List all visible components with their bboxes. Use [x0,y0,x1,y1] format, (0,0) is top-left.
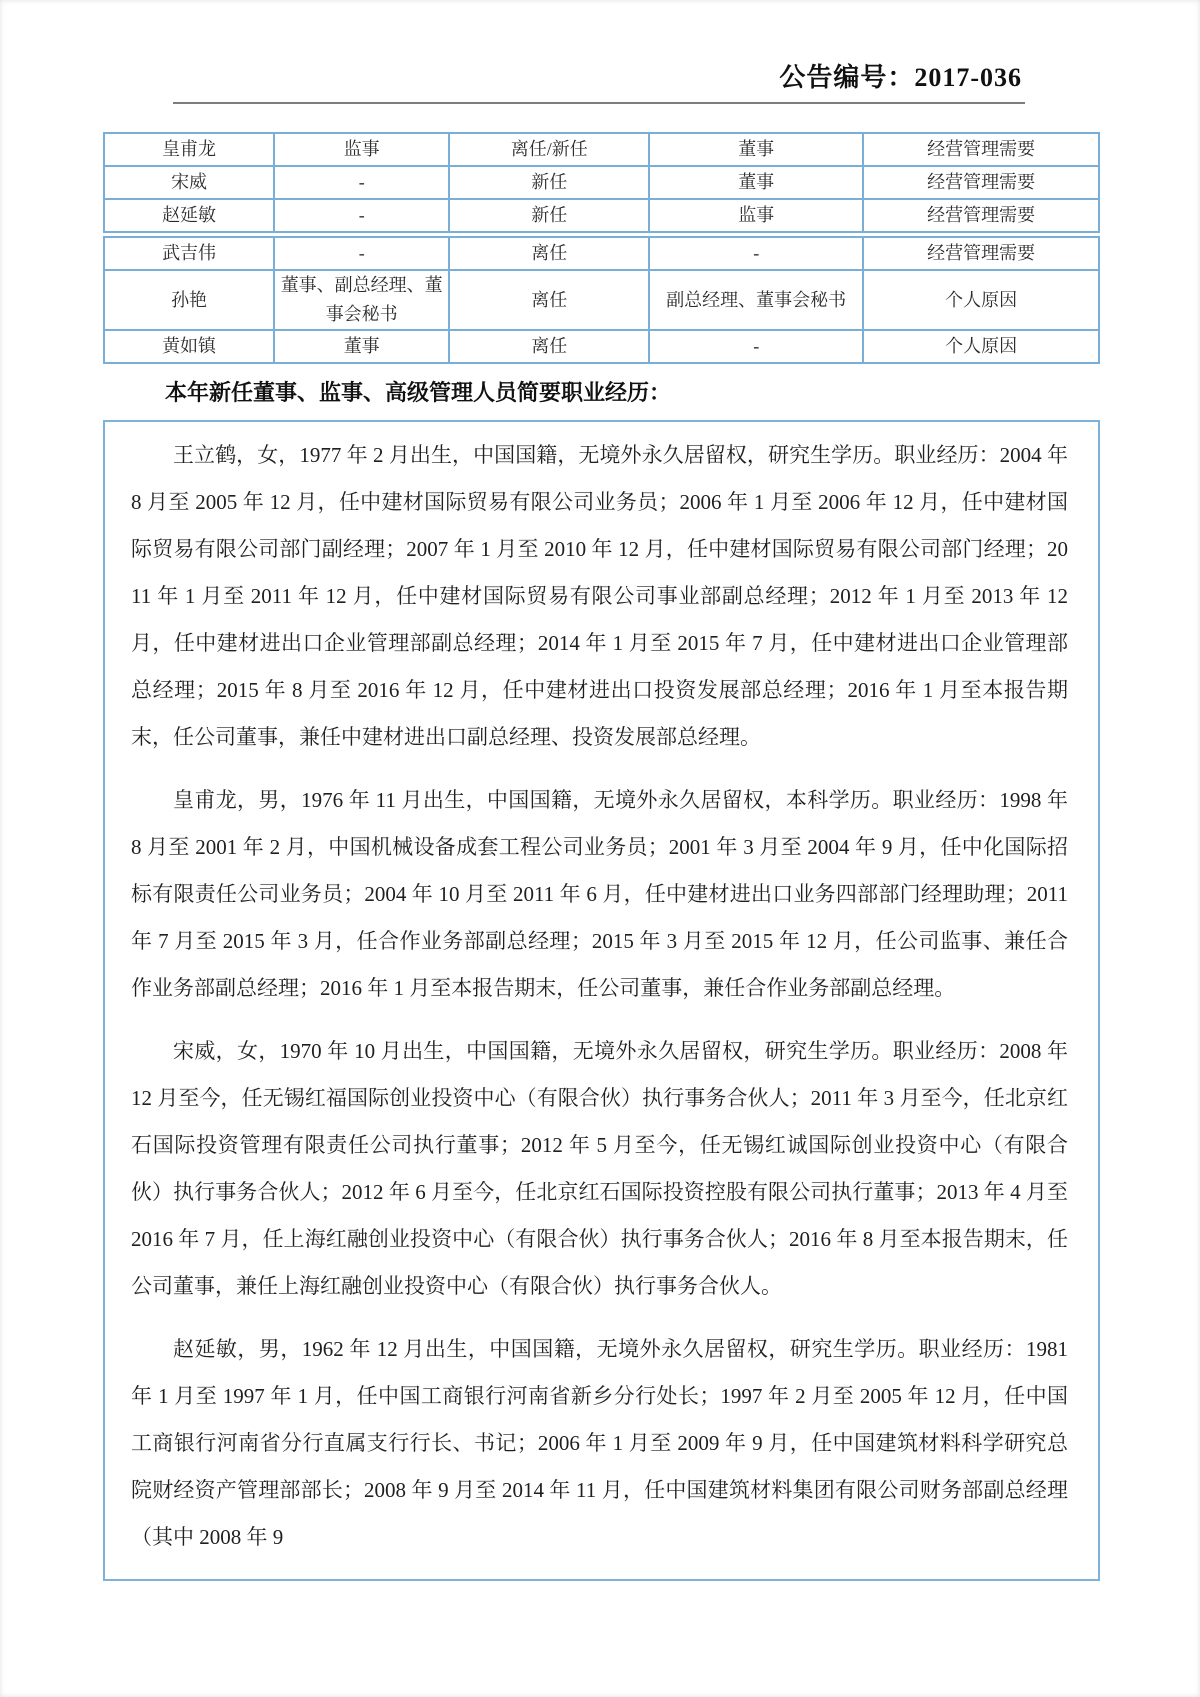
personnel-change-table-upper [103,132,1100,233]
name-cell: 宋威 [104,166,274,199]
personnel-change-table-lower [103,236,1100,364]
reason-cell: 个人原因 [863,330,1099,363]
prev-position-cell: - [274,166,449,199]
prev-position-cell: 董事 [274,330,449,363]
new-position-cell: 监事 [649,199,863,232]
change-type-cell: 离任/新任 [449,133,649,166]
change-type-cell: 离任 [449,330,649,363]
section-heading: 本年新任董事、监事、高级管理人员简要职业经历： [165,380,672,405]
table-row [104,166,1099,199]
table-row [104,133,1099,166]
reason-cell: 经营管理需要 [863,133,1099,166]
table-row [104,199,1099,232]
prev-position-cell: - [274,199,449,232]
name-cell: 孙艳 [104,270,274,330]
change-type-cell: 新任 [449,166,649,199]
prev-position-cell: 董事、副总经理、董事会秘书 [274,270,449,330]
reason-cell: 经营管理需要 [863,166,1099,199]
table-row [104,237,1099,270]
bio-paragraph: 赵延敏，男，1962 年 12 月出生，中国国籍，无境外永久居留权，研究生学历。职业经历：1981 年 1 月至 1997 年 1 月，任中国工商银行河南省新乡分行处长；1997 年 2 月至 2005 年 12 月，任中国工商银行河南省分行直属支行行长、书记；2006 年 1 月至 2009 年 9 月，任中国建筑材料科学研究总院财经资产管理部部长；2008 年 9 月至 2014 年 11 月，任中国建筑材料集团有限公司财务部副总经理（其中 2008 年 9 [131,1337,1068,1549]
bio-paragraph: 皇甫龙，男，1976 年 11 月出生，中国国籍，无境外永久居留权，本科学历。职业经历：1998 年 8 月至 2001 年 2 月，中国机械设备成套工程公司业务员；2001 年 3 月至 2004 年 9 月，任中化国际招标有限责任公司业务员；2004 年 10 月至 2011 年 6 月，任中建材进出口业务四部部门经理助理；2011 年 7 月至 2015 年 3 月，任合作业务部副总经理；2015 年 3 月至 2015 年 12 月，任公司监事、兼任合作业务部副总经理；2016 年 1 月至本报告期末，任公司董事，兼任合作业务部副总经理。 [131,788,1068,1000]
announcement-number: 公告编号：2017-036 [779,63,1022,92]
name-cell: 皇甫龙 [104,133,274,166]
bio-paragraph: 王立鹤，女，1977 年 2 月出生，中国国籍，无境外永久居留权，研究生学历。职业经历：2004 年 8 月至 2005 年 12 月，任中建材国际贸易有限公司业务员；2006 年 1 月至 2006 年 12 月，任中建材国际贸易有限公司部门副经理；2007 年 1 月至 2010 年 12 月，任中建材国际贸易有限公司部门经理；2011 年 1 月至 2011 年 12 月，任中建材国际贸易有限公司事业部副总经理；2012 年 1 月至 2013 年 12 月，任中建材进出口企业管理部副总经理；2014 年 1 月至 2015 年 7 月，任中建材进出口企业管理部总经理；2015 年 8 月至 2016 年 12 月，任中建材进出口投资发展部总经理；2016 年 1 月至本报告期末，任公司董事，兼任中建材进出口副总经理、投资发展部总经理。 [131,443,1068,749]
table-row [104,330,1099,363]
personnel-change-table-upper-body [104,133,1099,232]
prev-position-cell: 监事 [274,133,449,166]
header-rule [173,102,1025,104]
new-position-cell: 副总经理、董事会秘书 [649,270,863,330]
table-row [104,270,1099,330]
name-cell: 武吉伟 [104,237,274,270]
page-header [0,0,1200,104]
reason-cell: 个人原因 [863,270,1099,330]
personnel-change-table-lower-body [104,237,1099,363]
new-position-cell: 董事 [649,166,863,199]
new-position-cell: - [649,330,863,363]
reason-cell: 经营管理需要 [863,199,1099,232]
change-type-cell: 离任 [449,270,649,330]
new-position-cell: 董事 [649,133,863,166]
change-type-cell: 新任 [449,199,649,232]
name-cell: 黄如镇 [104,330,274,363]
name-cell: 赵延敏 [104,199,274,232]
prev-position-cell: - [274,237,449,270]
reason-cell: 经营管理需要 [863,237,1099,270]
change-type-cell: 离任 [449,237,649,270]
bio-box [103,420,1100,1581]
content-area [103,132,1100,1581]
bio-paragraph: 宋威，女，1970 年 10 月出生，中国国籍，无境外永久居留权，研究生学历。职业经历：2008 年 12 月至今，任无锡红福国际创业投资中心（有限合伙）执行事务合伙人；2011 年 3 月至今，任北京红石国际投资管理有限责任公司执行董事；2012 年 5 月至今，任无锡红诚国际创业投资中心（有限合伙）执行事务合伙人；2012 年 6 月至今，任北京红石国际投资控股有限公司执行董事；2013 年 4 月至 2016 年 7 月，任上海红融创业投资中心（有限合伙）执行事务合伙人；2016 年 8 月至本报告期末，任公司董事，兼任上海红融创业投资中心（有限合伙）执行事务合伙人。 [131,1039,1068,1298]
new-position-cell: - [649,237,863,270]
